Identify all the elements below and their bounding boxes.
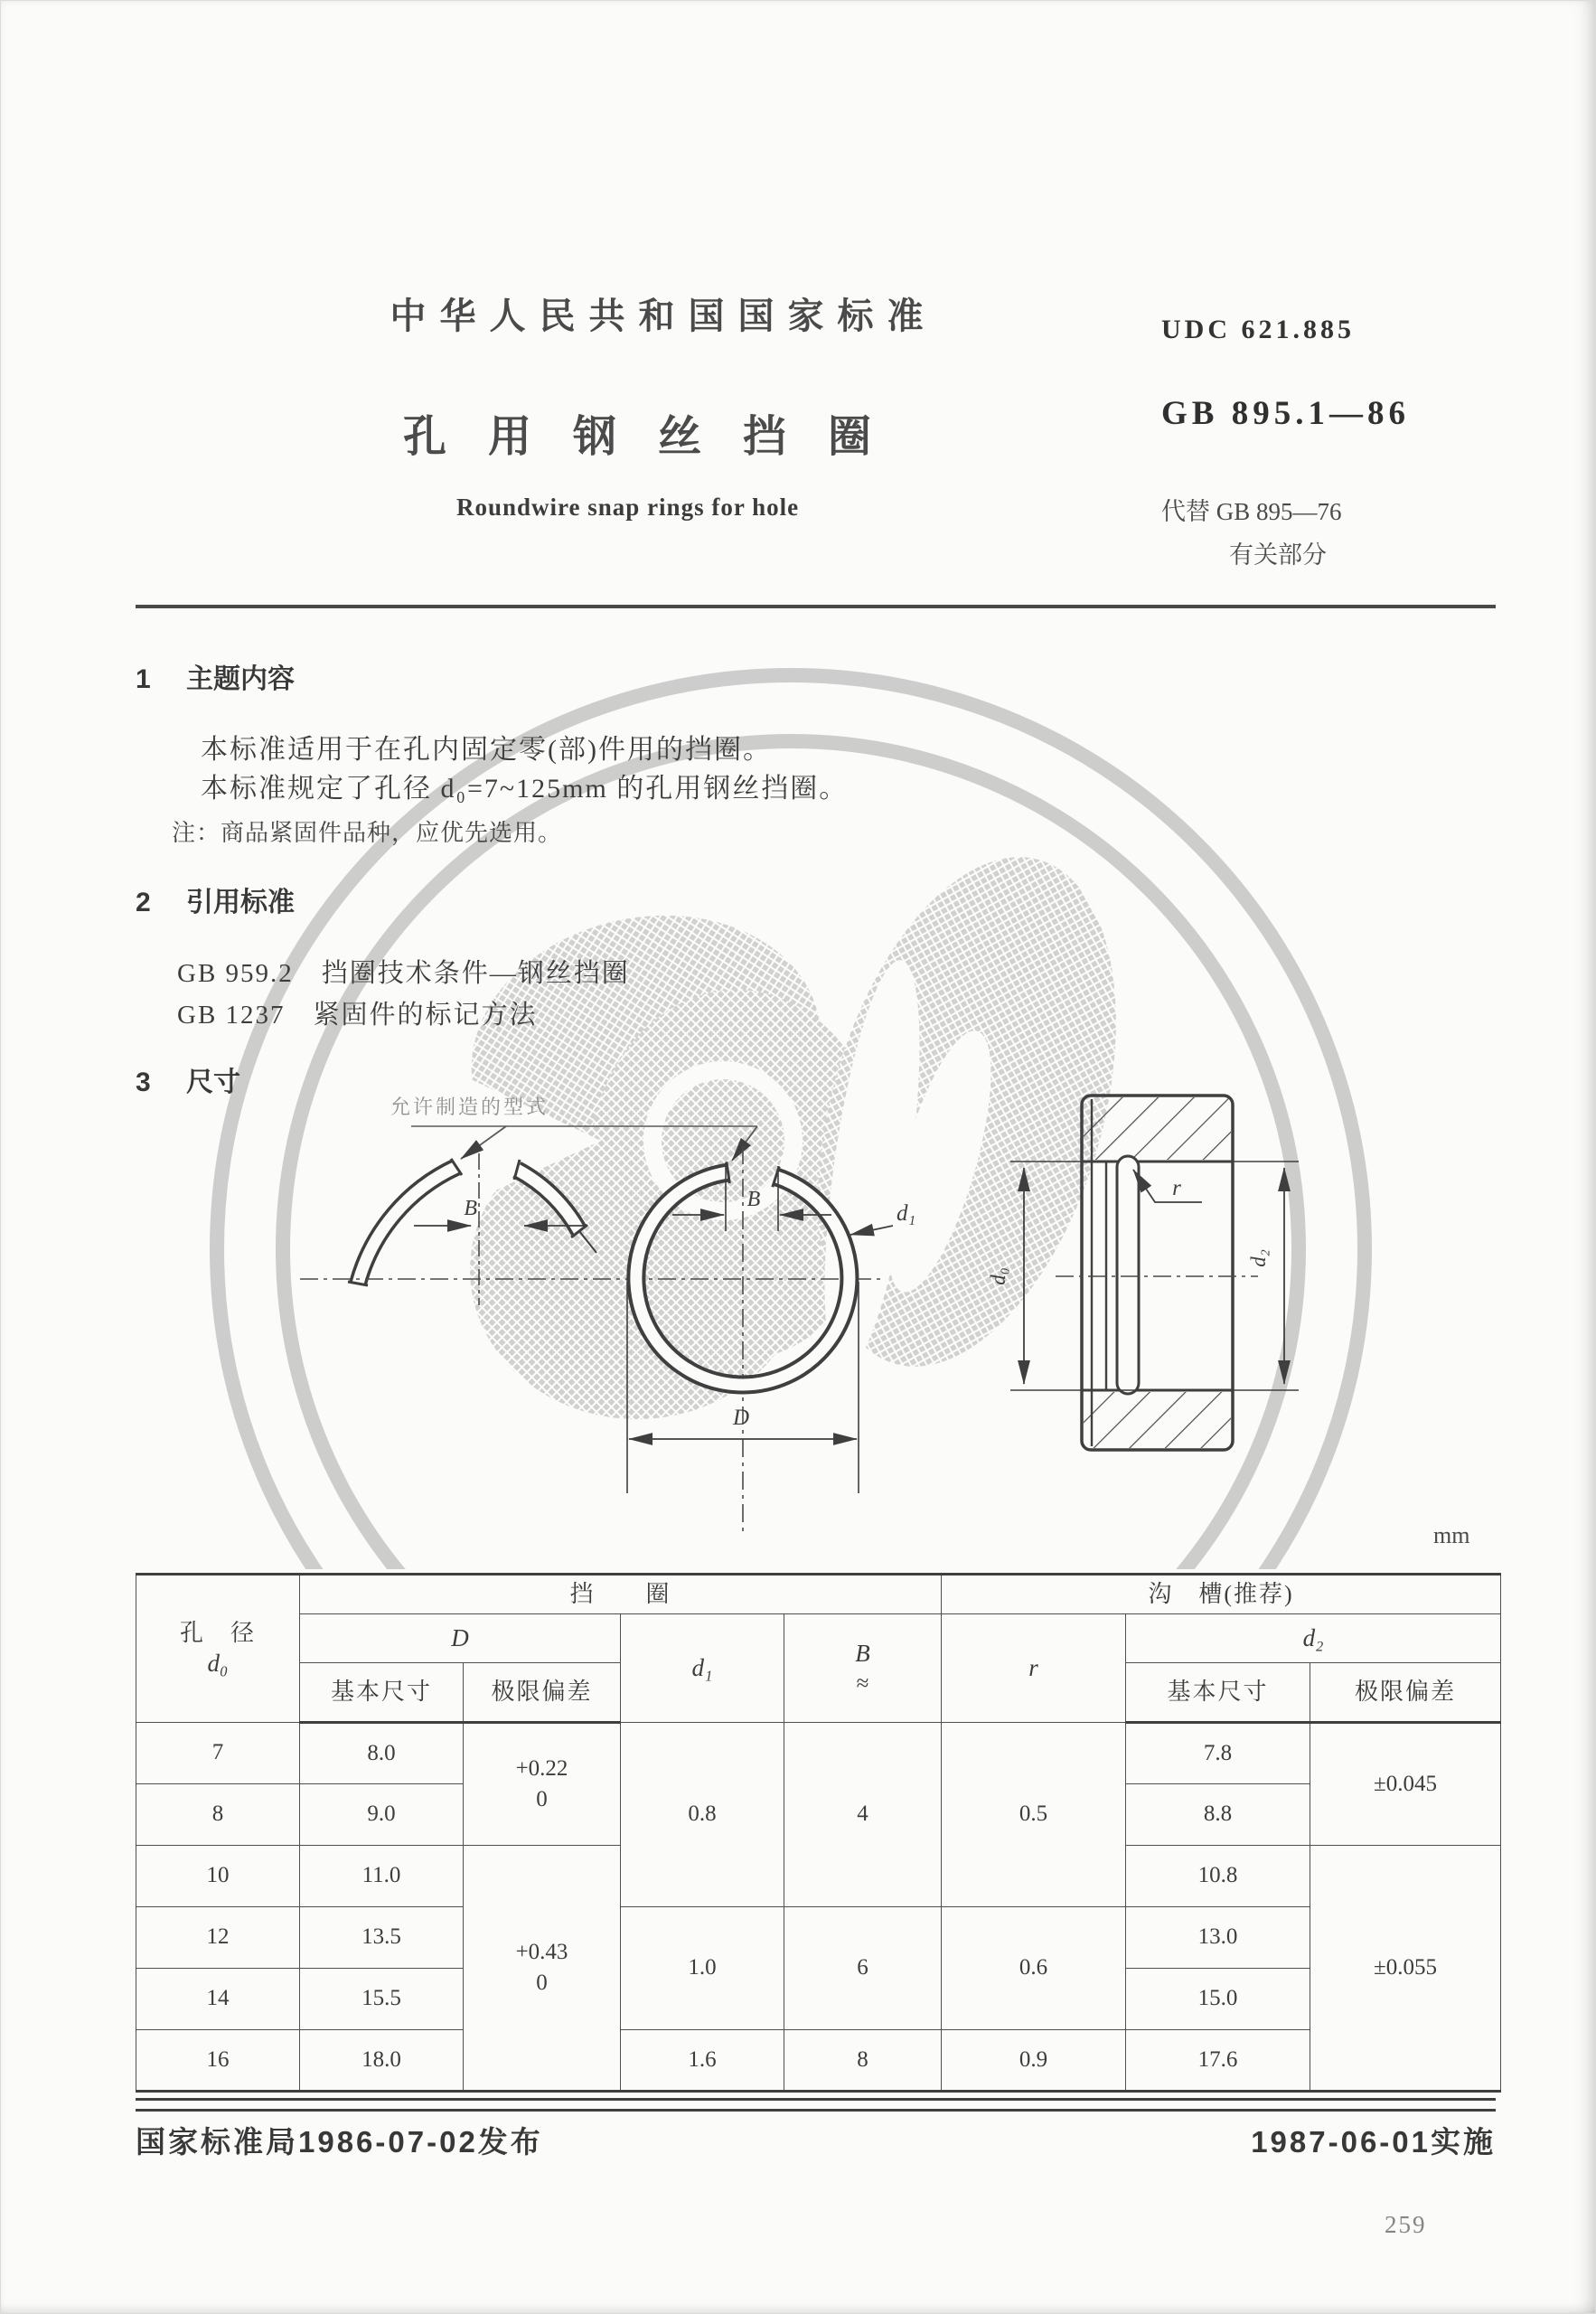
cell-d0: 14 (136, 1969, 300, 2030)
cell-B: 8 (784, 2030, 942, 2092)
dim-label-d0: d₀ (987, 1267, 1009, 1285)
cell-D-basic: 18.0 (300, 2030, 464, 2092)
section-1-note: 注：商品紧固件品种，应优先选用。 (172, 820, 563, 846)
cell-d0: 12 (136, 1907, 300, 1969)
table-row (136, 2030, 1501, 2092)
document-title-en: Roundwire snap rings for hole (456, 494, 800, 521)
B-symbol: B (855, 1639, 870, 1667)
section-2-number: 2 (136, 888, 151, 917)
callout-permitted-form (390, 1096, 757, 1161)
snap-ring-figure (627, 1162, 915, 1493)
section-3-title: 尺寸 (186, 1068, 240, 1097)
cell-d2-basic: 10.8 (1126, 1846, 1310, 1907)
dim-label-d1: d₁ (897, 1201, 916, 1226)
col-header-d2-basic: 基本尺寸 (1126, 1663, 1310, 1723)
table-row (136, 1907, 1501, 1969)
col-header-r: r (942, 1614, 1126, 1723)
arc-segments-figure (348, 1153, 596, 1305)
section-1-paragraph-1: 本标准适用于在孔内固定零(部)件用的挡圈。 (201, 735, 772, 765)
cell-d2-basic: 7.8 (1126, 1723, 1310, 1784)
hole-diameter-label: 孔 径 (179, 1619, 256, 1646)
col-header-D-basic: 基本尺寸 (300, 1663, 464, 1723)
footer-rule (136, 2098, 1496, 2112)
cell-D-basic: 11.0 (300, 1846, 464, 1907)
cell-D-basic: 13.5 (300, 1907, 464, 1969)
cell-d0: 7 (136, 1723, 300, 1784)
dim-label-B-ring: B (746, 1188, 761, 1211)
cell-d2-basic: 17.6 (1126, 2030, 1310, 2092)
standard-code: GB 895.1—86 (1161, 395, 1410, 432)
col-header-hole-diameter (136, 1575, 300, 1723)
cell-B: 4 (784, 1723, 942, 1907)
cell-d1: 1.0 (621, 1907, 784, 2030)
section-1-heading (136, 656, 295, 696)
page-number: 259 (1385, 2211, 1427, 2238)
reference-2: GB 1237 紧固件的标记方法 (177, 1001, 538, 1030)
section-figure (987, 1096, 1299, 1450)
cell-r: 0.9 (942, 2030, 1126, 2092)
cell-d0: 8 (136, 1784, 300, 1846)
cell-d0: 16 (136, 2030, 300, 2092)
cell-D-deviation (464, 1723, 621, 1846)
deviation-upper: +0.22 (515, 1756, 568, 1781)
cell-d2-deviation: ±0.045 (1310, 1723, 1501, 1846)
section-2-title: 引用标准 (186, 888, 295, 917)
col-header-D-deviation: 极限偏差 (464, 1663, 621, 1723)
reference-1: GB 959.2 挡圈技术条件—钢丝挡圈 (177, 959, 630, 988)
dim-label-D: D (732, 1406, 750, 1430)
header-rule (136, 605, 1496, 608)
deviation-upper: +0.43 (515, 1940, 568, 1964)
B-approx-symbol: ≈ (856, 1670, 869, 1696)
dim-label-B-left: B (464, 1197, 477, 1220)
table-unit-label: mm (1433, 1522, 1470, 1548)
implementation-date: 1987-06-01实施 (1251, 2125, 1496, 2159)
group-header-groove: 沟 槽(推荐) (942, 1575, 1501, 1614)
dim-label-r: r (1172, 1176, 1181, 1200)
section-1-paragraph-2: 本标准规定了孔径 d₀=7~125mm 的孔用钢丝挡圈。 (201, 774, 849, 804)
col-header-d1: d₁ (621, 1614, 784, 1723)
col-header-B (784, 1614, 942, 1723)
cell-d2-basic: 8.8 (1126, 1784, 1310, 1846)
dim-label-d2: d₂ (1247, 1249, 1270, 1267)
cell-D-basic: 9.0 (300, 1784, 464, 1846)
issue-date: 国家标准局1986-07-02发布 (136, 2125, 543, 2159)
cell-D-basic: 15.5 (300, 1969, 464, 2030)
section-1-number: 1 (136, 664, 151, 694)
udc-number: UDC 621.885 (1161, 315, 1355, 344)
cell-r: 0.6 (942, 1907, 1126, 2030)
section-1-title: 主题内容 (186, 664, 295, 694)
deviation-lower: 0 (536, 1787, 548, 1811)
cell-d2-basic: 13.0 (1126, 1907, 1310, 1969)
document-title-cn: 孔用钢丝挡圈 (403, 413, 914, 461)
cell-d0: 10 (136, 1846, 300, 1907)
replaces-note-2: 有关部分 (1229, 541, 1327, 569)
section-3-number: 3 (136, 1068, 151, 1097)
dimensions-table (136, 1573, 1501, 2093)
cell-d2-basic: 15.0 (1126, 1969, 1310, 2030)
table-row (136, 1723, 1501, 1784)
deviation-lower: 0 (536, 1971, 548, 1995)
cell-B: 6 (784, 1907, 942, 2030)
col-header-d2-deviation: 极限偏差 (1310, 1663, 1501, 1723)
standard-label: 中华人民共和国国家标准 (390, 296, 937, 336)
cell-d1: 1.6 (621, 2030, 784, 2092)
cell-D-basic: 8.0 (300, 1723, 464, 1784)
cell-D-deviation (464, 1846, 621, 2092)
group-header-ring: 挡 圈 (300, 1575, 942, 1614)
cell-d1: 0.8 (621, 1723, 784, 1907)
cell-r: 0.5 (942, 1723, 1126, 1907)
callout-label: 允许制造的型式 (390, 1096, 549, 1118)
section-3-heading (136, 1059, 240, 1099)
hole-diameter-symbol: d₀ (207, 1650, 229, 1678)
col-header-d2: d₂ (1126, 1614, 1501, 1663)
col-header-D: D (300, 1614, 621, 1663)
cell-d2-deviation: ±0.055 (1310, 1846, 1501, 2092)
section-2-heading (136, 880, 295, 919)
replaces-note: 代替 GB 895—76 (1161, 498, 1342, 525)
